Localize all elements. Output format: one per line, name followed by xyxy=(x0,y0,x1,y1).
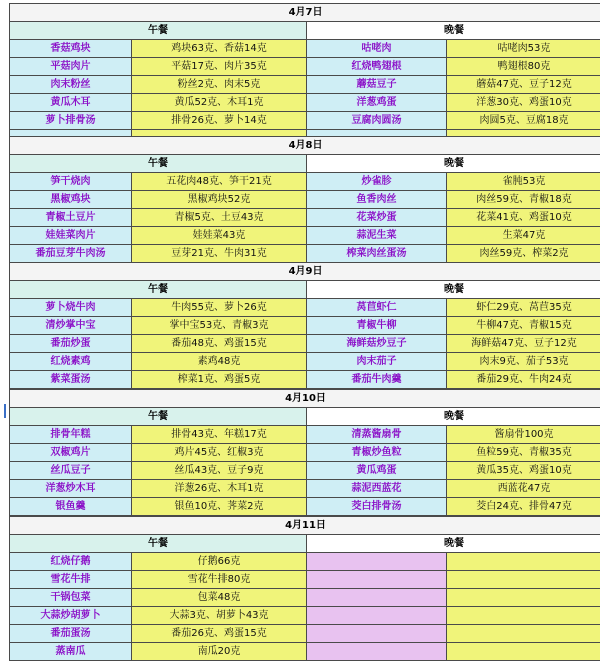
dinner-ingredients[interactable]: 花菜41克、鸡蛋10克 xyxy=(447,209,600,227)
lunch-dish[interactable]: 黄瓜木耳 xyxy=(10,94,132,112)
lunch-dish[interactable]: 红烧仔鹅 xyxy=(10,553,132,571)
day-date: 4月8日 xyxy=(10,137,600,155)
lunch-dish[interactable]: 洋葱炒木耳 xyxy=(10,480,132,498)
dinner-ingredients[interactable]: 鸭翅根80克 xyxy=(447,58,600,76)
dinner-dish[interactable] xyxy=(307,571,447,589)
menu-row xyxy=(10,317,600,335)
row-selection-marker xyxy=(4,404,6,418)
lunch-dish[interactable]: 大蒜炒胡萝卜 xyxy=(10,607,132,625)
lunch-ingredients[interactable]: 排骨43克、年糕17克 xyxy=(132,426,307,444)
dinner-ingredients[interactable]: 肉末9克、茄子53克 xyxy=(447,353,600,371)
dinner-header: 晚餐 xyxy=(307,22,600,40)
lunch-dish[interactable]: 肉末粉丝 xyxy=(10,76,132,94)
lunch-ingredients[interactable]: 鸡片45克、红椒3克 xyxy=(132,444,307,462)
day-table xyxy=(9,516,600,661)
menu-row xyxy=(10,444,600,462)
dinner-ingredients[interactable]: 黄瓜35克、鸡蛋10克 xyxy=(447,462,600,480)
menu-row xyxy=(10,94,600,112)
menu-row xyxy=(10,426,600,444)
dinner-dish[interactable]: 茭白排骨汤 xyxy=(307,498,447,516)
lunch-ingredients[interactable]: 雪花牛排80克 xyxy=(132,571,307,589)
dinner-ingredients[interactable]: 海鲜菇47克、豆子12克 xyxy=(447,335,600,353)
dinner-dish[interactable] xyxy=(307,553,447,571)
dinner-dish[interactable]: 花菜炒蛋 xyxy=(307,209,447,227)
dinner-ingredients[interactable]: 肉丝59克、青椒18克 xyxy=(447,191,600,209)
dinner-ingredients[interactable] xyxy=(447,607,600,625)
lunch-ingredients[interactable]: 鸡块63克、香菇14克 xyxy=(132,40,307,58)
lunch-ingredients[interactable]: 包菜48克 xyxy=(132,589,307,607)
lunch-ingredients[interactable]: 掌中宝53克、青椒3克 xyxy=(132,317,307,335)
lunch-ingredients[interactable]: 仔鹅66克 xyxy=(132,553,307,571)
dinner-ingredients[interactable]: 鱼粒59克、青椒35克 xyxy=(447,444,600,462)
menu-row xyxy=(10,353,600,371)
lunch-ingredients[interactable]: 平菇17克、肉片35克 xyxy=(132,58,307,76)
dinner-ingredients[interactable] xyxy=(447,643,600,661)
menu-row xyxy=(10,227,600,245)
menu-row xyxy=(10,553,600,571)
day-table xyxy=(9,3,600,148)
lunch-ingredients[interactable]: 素鸡48克 xyxy=(132,353,307,371)
lunch-dish[interactable]: 红烧素鸡 xyxy=(10,353,132,371)
menu-row xyxy=(10,589,600,607)
dinner-dish[interactable]: 番茄牛肉羹 xyxy=(307,371,447,389)
menu-row xyxy=(10,40,600,58)
lunch-dish[interactable]: 银鱼羹 xyxy=(10,498,132,516)
dinner-ingredients[interactable]: 雀肫53克 xyxy=(447,173,600,191)
day-table xyxy=(9,389,600,534)
lunch-ingredients[interactable]: 牛肉55克、萝卜26克 xyxy=(132,299,307,317)
dinner-dish[interactable]: 咕咾肉 xyxy=(307,40,447,58)
dinner-dish[interactable]: 蒜泥西蓝花 xyxy=(307,480,447,498)
dinner-header: 晚餐 xyxy=(307,535,600,553)
lunch-dish[interactable]: 香菇鸡块 xyxy=(10,40,132,58)
lunch-dish[interactable]: 番茄炒蛋 xyxy=(10,335,132,353)
dinner-dish[interactable]: 蘑菇豆子 xyxy=(307,76,447,94)
menu-row xyxy=(10,571,600,589)
lunch-dish[interactable]: 萝卜烧牛肉 xyxy=(10,299,132,317)
lunch-ingredients[interactable]: 洋葱26克、木耳1克 xyxy=(132,480,307,498)
dinner-dish[interactable]: 肉末茄子 xyxy=(307,353,447,371)
lunch-ingredients[interactable]: 五花肉48克、笋干21克 xyxy=(132,173,307,191)
lunch-dish[interactable]: 干锅包菜 xyxy=(10,589,132,607)
lunch-dish[interactable]: 排骨年糕 xyxy=(10,426,132,444)
day-date: 4月7日 xyxy=(10,4,600,22)
menu-row xyxy=(10,643,600,661)
menu-row xyxy=(10,299,600,317)
dinner-ingredients[interactable]: 虾仁29克、莴苣35克 xyxy=(447,299,600,317)
lunch-header: 午餐 xyxy=(10,281,307,299)
lunch-header: 午餐 xyxy=(10,155,307,173)
dinner-dish[interactable]: 豆腐肉圆汤 xyxy=(307,112,447,130)
day-table xyxy=(9,136,600,281)
dinner-dish[interactable] xyxy=(307,625,447,643)
dinner-ingredients[interactable]: 西蓝花47克 xyxy=(447,480,600,498)
lunch-dish[interactable]: 蒸南瓜 xyxy=(10,643,132,661)
lunch-ingredients[interactable]: 青椒5克、土豆43克 xyxy=(132,209,307,227)
lunch-header: 午餐 xyxy=(10,22,307,40)
lunch-ingredients[interactable]: 南瓜20克 xyxy=(132,643,307,661)
day-date: 4月11日 xyxy=(10,517,600,535)
dinner-ingredients[interactable] xyxy=(447,553,600,571)
lunch-dish[interactable]: 番茄蛋汤 xyxy=(10,625,132,643)
lunch-ingredients[interactable]: 黄瓜52克、木耳1克 xyxy=(132,94,307,112)
lunch-header: 午餐 xyxy=(10,535,307,553)
dinner-ingredients[interactable]: 牛柳47克、青椒15克 xyxy=(447,317,600,335)
lunch-dish[interactable]: 青椒土豆片 xyxy=(10,209,132,227)
menu-row xyxy=(10,335,600,353)
lunch-dish[interactable]: 丝瓜豆子 xyxy=(10,462,132,480)
dinner-ingredients[interactable] xyxy=(447,625,600,643)
lunch-ingredients[interactable]: 榨菜1克、鸡蛋5克 xyxy=(132,371,307,389)
lunch-ingredients[interactable]: 娃娃菜43克 xyxy=(132,227,307,245)
dinner-ingredients[interactable]: 肉丝59克、榨菜2克 xyxy=(447,245,600,263)
menu-row xyxy=(10,625,600,643)
lunch-ingredients[interactable]: 粉丝2克、肉末5克 xyxy=(132,76,307,94)
dinner-dish[interactable]: 蒜泥生菜 xyxy=(307,227,447,245)
lunch-ingredients[interactable]: 银鱼10克、荠菜2克 xyxy=(132,498,307,516)
lunch-ingredients[interactable]: 番茄48克、鸡蛋15克 xyxy=(132,335,307,353)
dinner-dish[interactable]: 青椒炒鱼粒 xyxy=(307,444,447,462)
dinner-dish[interactable]: 洋葱鸡蛋 xyxy=(307,94,447,112)
menu-row xyxy=(10,58,600,76)
dinner-ingredients[interactable]: 咕咾肉53克 xyxy=(447,40,600,58)
dinner-ingredients[interactable] xyxy=(447,571,600,589)
dinner-dish[interactable] xyxy=(307,643,447,661)
menu-row xyxy=(10,498,600,516)
dinner-ingredients[interactable]: 酱扇骨100克 xyxy=(447,426,600,444)
dinner-header: 晚餐 xyxy=(307,408,600,426)
menu-row xyxy=(10,480,600,498)
dinner-ingredients[interactable]: 番茄29克、牛肉24克 xyxy=(447,371,600,389)
lunch-ingredients[interactable]: 黑椒鸡块52克 xyxy=(132,191,307,209)
dinner-ingredients[interactable]: 肉圆5克、豆腐18克 xyxy=(447,112,600,130)
menu-row xyxy=(10,245,600,263)
lunch-dish[interactable]: 娃娃菜肉片 xyxy=(10,227,132,245)
dinner-dish[interactable]: 黄瓜鸡蛋 xyxy=(307,462,447,480)
dinner-dish[interactable]: 鱼香肉丝 xyxy=(307,191,447,209)
lunch-dish[interactable]: 清炒掌中宝 xyxy=(10,317,132,335)
dinner-dish[interactable]: 青椒牛柳 xyxy=(307,317,447,335)
lunch-dish[interactable]: 番茄豆芽牛肉汤 xyxy=(10,245,132,263)
lunch-dish[interactable]: 黑椒鸡块 xyxy=(10,191,132,209)
lunch-header: 午餐 xyxy=(10,408,307,426)
menu-row xyxy=(10,112,600,130)
menu-row xyxy=(10,191,600,209)
dinner-dish[interactable]: 炒雀胗 xyxy=(307,173,447,191)
menu-row xyxy=(10,173,600,191)
lunch-ingredients[interactable]: 番茄26克、鸡蛋15克 xyxy=(132,625,307,643)
dinner-dish[interactable] xyxy=(307,589,447,607)
dinner-header: 晚餐 xyxy=(307,155,600,173)
menu-row xyxy=(10,371,600,389)
dinner-ingredients[interactable]: 生菜47克 xyxy=(447,227,600,245)
lunch-dish[interactable]: 平菇肉片 xyxy=(10,58,132,76)
dinner-ingredients[interactable]: 洋葱30克、鸡蛋10克 xyxy=(447,94,600,112)
lunch-dish[interactable]: 笋干烧肉 xyxy=(10,173,132,191)
dinner-dish[interactable]: 海鲜菇炒豆子 xyxy=(307,335,447,353)
lunch-dish[interactable]: 紫菜蛋汤 xyxy=(10,371,132,389)
dinner-dish[interactable]: 莴苣虾仁 xyxy=(307,299,447,317)
dinner-dish[interactable]: 榨菜肉丝蛋汤 xyxy=(307,245,447,263)
lunch-dish[interactable]: 萝卜排骨汤 xyxy=(10,112,132,130)
menu-row xyxy=(10,462,600,480)
lunch-ingredients[interactable]: 大蒜3克、胡萝卜43克 xyxy=(132,607,307,625)
day-date: 4月10日 xyxy=(10,390,600,408)
lunch-ingredients[interactable]: 豆芽21克、牛肉31克 xyxy=(132,245,307,263)
dinner-dish[interactable] xyxy=(307,607,447,625)
dinner-ingredients[interactable] xyxy=(447,589,600,607)
dinner-dish[interactable]: 红烧鸭翅根 xyxy=(307,58,447,76)
dinner-header: 晚餐 xyxy=(307,281,600,299)
menu-row xyxy=(10,209,600,227)
menu-row xyxy=(10,76,600,94)
lunch-ingredients[interactable]: 丝瓜43克、豆子9克 xyxy=(132,462,307,480)
day-table xyxy=(9,262,600,407)
dinner-ingredients[interactable]: 蘑菇47克、豆子12克 xyxy=(447,76,600,94)
menu-row xyxy=(10,607,600,625)
lunch-ingredients[interactable]: 排骨26克、萝卜14克 xyxy=(132,112,307,130)
lunch-dish[interactable]: 雪花牛排 xyxy=(10,571,132,589)
dinner-ingredients[interactable]: 茭白24克、排骨47克 xyxy=(447,498,600,516)
lunch-dish[interactable]: 双椒鸡片 xyxy=(10,444,132,462)
dinner-dish[interactable]: 清蒸酱扇骨 xyxy=(307,426,447,444)
day-date: 4月9日 xyxy=(10,263,600,281)
